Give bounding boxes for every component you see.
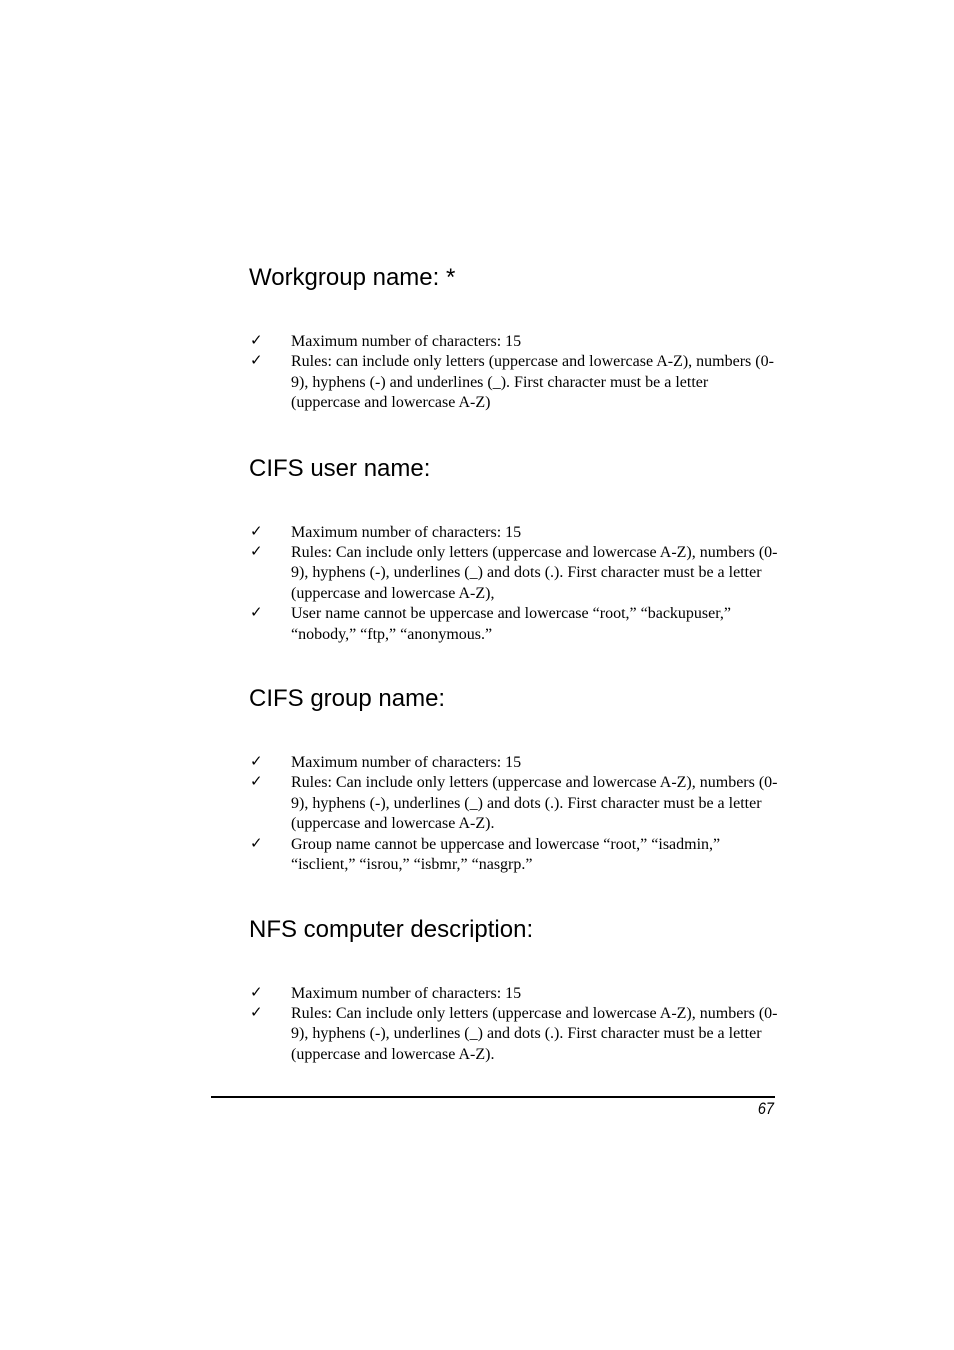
rule-item [249,835,779,876]
rule-item [249,753,779,773]
rule-item [249,604,779,645]
footer-divider [211,1096,775,1098]
rule-list [249,753,779,875]
rule-text: Rules: Can include only letters (uppercase and lowercase A-Z), numbers (0-9), hyphens (-), underlines (_) and dots (.). First character must be a letter (uppercase and lowercase A-Z), [291,544,778,602]
rule-list [249,523,779,645]
rule-item [249,984,779,1004]
rule-text: Rules: Can include only letters (uppercase and lowercase A-Z), numbers (0-9), hyphens (-), underlines (_) and dots (.). First character must be a letter (uppercase and lowercase A-Z). [291,774,778,833]
rule-item [249,523,779,543]
rule-text: Maximum number of characters: 15 [291,333,522,350]
rule-list [249,984,779,1066]
section-heading: Workgroup name: * [249,264,456,291]
rule-item [249,332,779,352]
section-heading: CIFS group name: [249,685,446,713]
rule-text: Rules: can include only letters (uppercase and lowercase A-Z), numbers (0-9), hyphens (-) and underlines (_). First character must be a letter (uppercase and lowercase A-Z) [291,353,774,412]
rule-text: Maximum number of characters: 15 [291,523,522,541]
section-workgroup-name [249,262,779,414]
section-cifs-user-name [249,453,779,645]
section-nfs-computer-description [249,914,779,1066]
section-heading: CIFS user name: [249,454,431,482]
page-number: 67 [757,1099,774,1118]
rule-list [249,332,779,414]
section-heading: NFS computer description: [249,915,534,943]
rule-item [249,543,779,604]
checkmark-icon: ✓ [250,521,263,540]
rule-text: User name cannot be uppercase and lowercase “root,” “backupuser,” “nobody,” “ftp,” “anonymous.” [291,605,732,643]
checkmark-icon: ✓ [250,833,263,852]
checkmark-icon: ✓ [250,772,263,791]
rule-text: Maximum number of characters: 15 [291,984,522,1002]
rule-item [249,773,779,834]
checkmark-icon: ✓ [250,752,263,771]
checkmark-icon: ✓ [250,351,263,370]
section-cifs-group-name [249,683,779,875]
checkmark-icon: ✓ [250,603,263,622]
rule-item [249,352,779,413]
rule-text: Group name cannot be uppercase and lowercase “root,” “isadmin,” “isclient,” “isrou,” “isbmr,” “nasgrp.” [291,835,721,874]
rule-text: Rules: Can include only letters (uppercase and lowercase A-Z), numbers (0-9), hyphens (-), underlines (_) and dots (.). First character must be a letter (uppercase and lowercase A-Z). [291,1004,778,1063]
rule-text: Maximum number of characters: 15 [291,754,522,772]
checkmark-icon: ✓ [250,331,263,349]
checkmark-icon: ✓ [250,542,263,561]
page-content [249,262,779,1065]
checkmark-icon: ✓ [250,982,263,1001]
rule-item [249,1004,779,1065]
checkmark-icon: ✓ [250,1002,263,1021]
